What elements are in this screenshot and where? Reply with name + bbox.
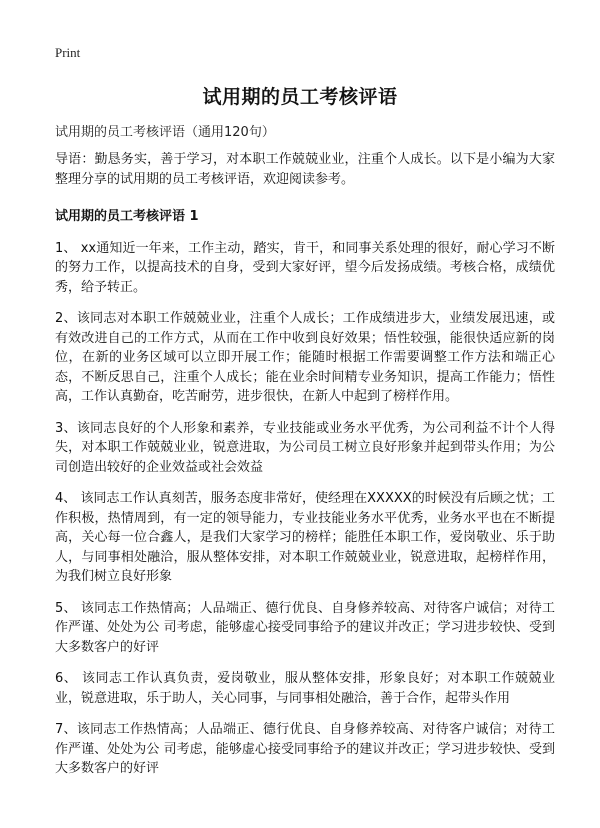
comment-paragraph: 4、 该同志工作认真刻苦，服务态度非常好，使经理在XXXXX的时候没有后顾之忧；工作积极，热情周到，有一定的领导能力，专业技能业务水平优秀，业务水平也在不断提高，关心每一位合鑫人，是我们大家学习的榜样；能胜任本职工作，爱岗敬业、乐于助人，与同事相处融洽，服从整体安排，对本职工作兢兢业业，锐意进取，起榜样作用，为我们树立良好形象	[55, 491, 555, 584]
section-heading: 试用期的员工考核评语 1	[55, 209, 199, 224]
intro-paragraph: 导语：勤恳务实，善于学习，对本职工作兢兢业业，注重个人成长。以下是小编为大家整理分享的试用期的员工考核评语，欢迎阅读参考。	[55, 152, 555, 187]
comment-paragraph: 3、该同志良好的个人形象和素养，专业技能或业务水平优秀，为公司利益不计个人得失，对本职工作兢兢业业，锐意进取，为公司员工树立良好形象并起到带头作用；为公司创造出较好的企业效益或社会效益	[55, 420, 555, 475]
comment-paragraph: 1、 xx通知近一年来，工作主动，踏实，肯干，和同事关系处理的很好，耐心学习不断的努力工作，以提高技术的自身，受到大家好评，望今后发扬成绩。考核合格，成绩优秀，给予转正。	[55, 240, 555, 295]
page-title: 试用期的员工考核评语	[202, 86, 398, 108]
comment-paragraph: 2、该同志对本职工作兢兢业业，注重个人成长；工作成绩进步大，业绩发展迅速，或有效改进自己的工作方式，从而在工作中收到良好效果；悟性较强，能很快适应新的岗位，在新的业务区域可以立即开展工作；能随时根据工作需要调整工作方法和端正心态，不断反思自己，注重个人成长；能在业余时间精专业务知识，提高工作能力；悟性高，工作认真勤奋，吃苦耐劳，进步很快，在新人中起到了榜样作用。	[55, 311, 555, 404]
document-content	[55, 150, 555, 791]
comment-paragraph: 7、该同志工作热情高；人品端正、德行优良、自身修养较高、对待客户诚信；对待工作严谨、处处为公 司考虑，能够虚心接受同事给予的建议并改正；学习进步较快、受到大多数客户的好评	[55, 722, 555, 776]
document-subtitle: 试用期的员工考核评语（通用120句）	[55, 125, 275, 140]
comment-paragraph: 5、 该同志工作热情高；人品端正、德行优良、自身修养较高、对待客户诚信；对待工作严谨、处处为公 司考虑，能够虚心接受同事给予的建议并改正；学习进步较快、受到大多数客户的好评	[55, 600, 555, 655]
print-link[interactable]: Print	[55, 45, 81, 60]
comment-paragraph: 6、 该同志工作认真负责，爱岗敬业，服从整体安排，形象良好；对本职工作兢兢业业，锐意进取，乐于助人，关心同事，与同事相处融洽，善于合作，起带头作用	[55, 671, 555, 706]
